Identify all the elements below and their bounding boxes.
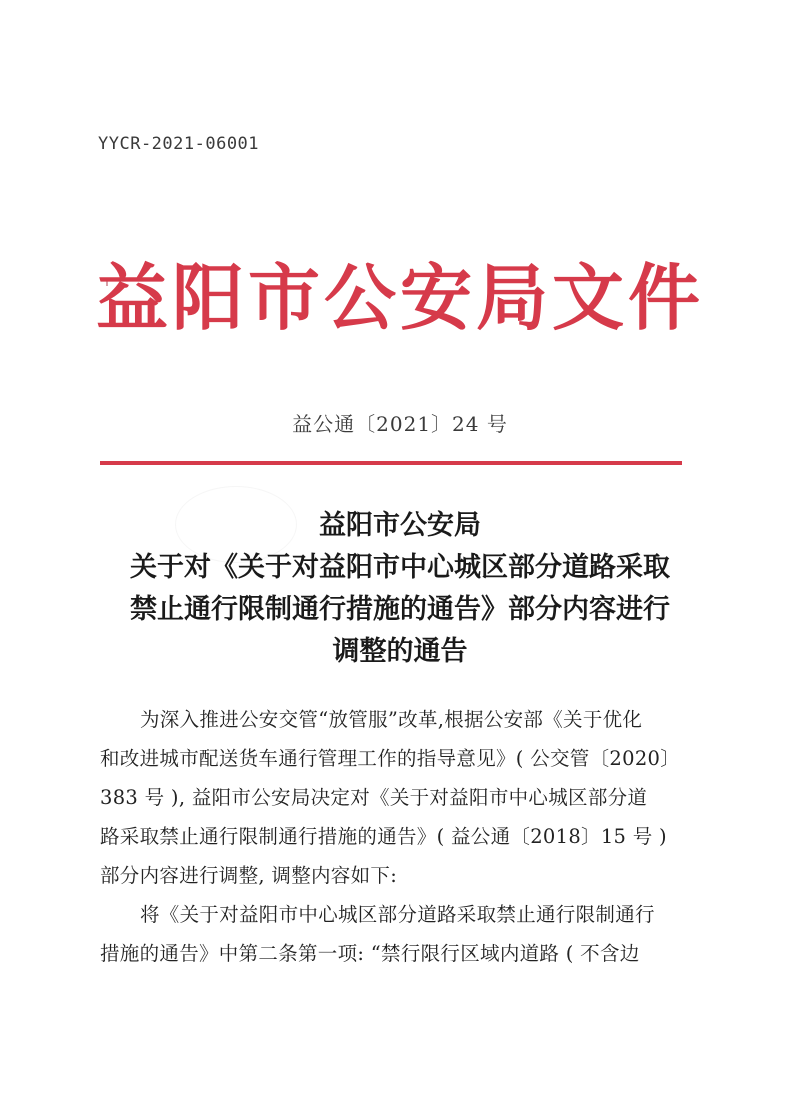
title-line: 关于对《关于对益阳市中心城区部分道路采取 [130, 552, 670, 583]
title-line: 调整的通告 [332, 636, 468, 667]
body-line: 措施的通告》中第二条第一项: “禁行限行区域内道路 ( 不含边 [100, 942, 640, 965]
body-line: 路采取禁止通行限制通行措施的通告》( 益公通〔2018〕15 号 ) [100, 825, 667, 848]
title-line: 禁止通行限制通行措施的通告》部分内容进行 [130, 594, 670, 625]
red-divider [100, 461, 682, 465]
body-line: 部分内容进行调整, 调整内容如下: [100, 864, 398, 887]
body-line: 383 号 ), 益阳市公安局决定对《关于对益阳市中心城区部分道 [100, 786, 648, 809]
body-line: 将《关于对益阳市中心城区部分道路采取禁止通行限制通行 [140, 903, 655, 926]
notice-body [100, 700, 690, 973]
masthead-title: 益阳市公安局文件 [95, 255, 704, 340]
body-line: 和改进城市配送货车通行管理工作的指导意见》( 公交管〔2020〕 [100, 747, 681, 770]
document-number: 益公通〔2021〕24 号 [292, 412, 508, 436]
document-code: YYCR-2021-06001 [98, 134, 260, 154]
notice-title [90, 505, 710, 673]
body-line: 为深入推进公安交管“放管服”改革,根据公安部《关于优化 [140, 708, 643, 731]
title-line: 益阳市公安局 [319, 510, 481, 541]
